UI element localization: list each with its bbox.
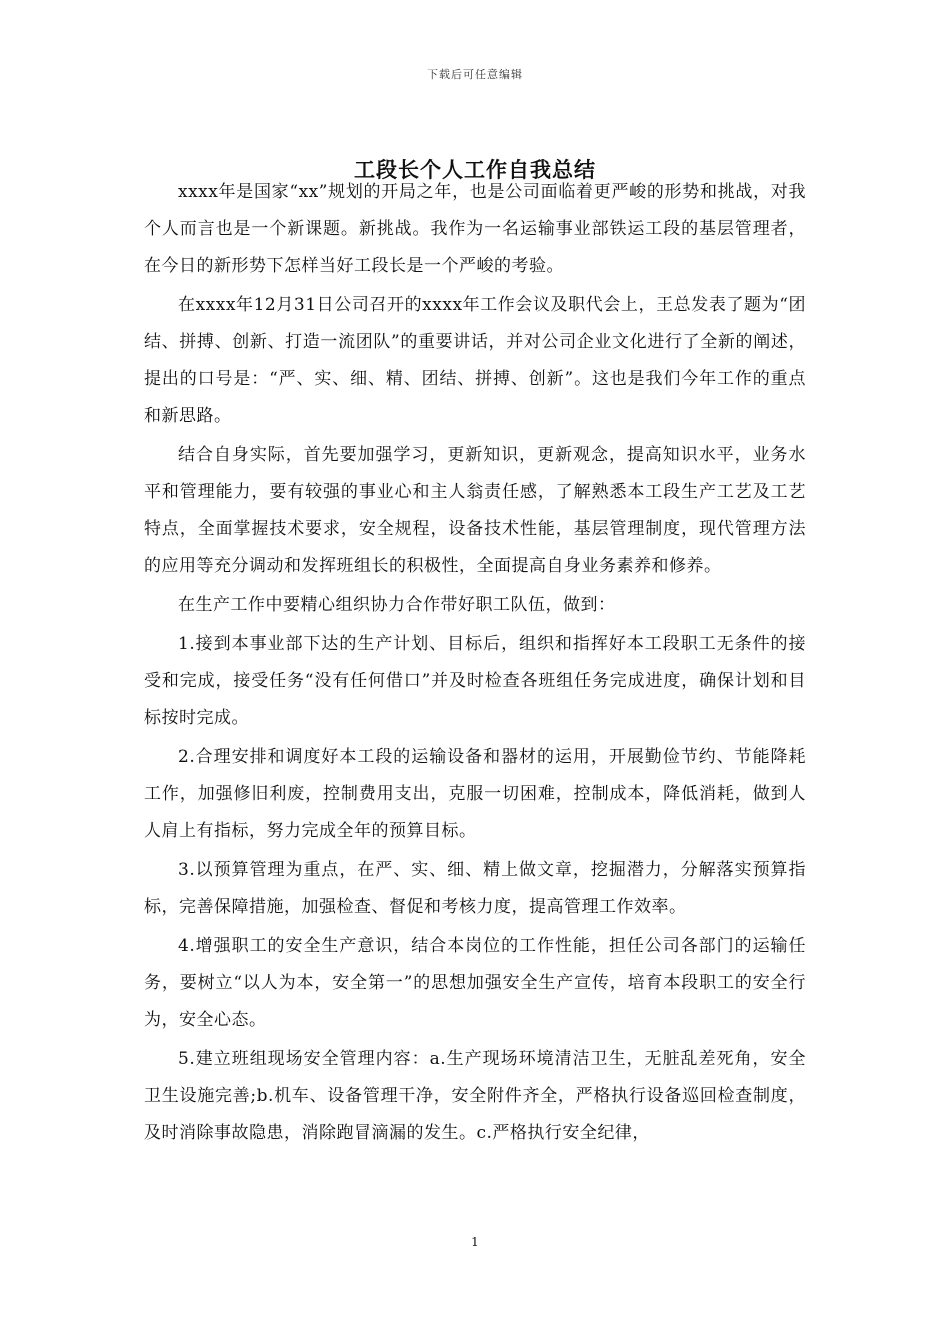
header-note: 下载后可任意编辑: [427, 68, 523, 81]
document-body: [144, 174, 806, 1154]
paragraph: 在xxxx年12月31日公司召开的xxxx年工作会议及职代会上，王总发表了题为“团结、拼搏、创新、打造一流团队”的重要讲话，并对公司企业文化进行了全新的阐述，提出的口号是：“严、实、细、精、团结、拼搏、创新”。这也是我们今年工作的重点和新思路。: [144, 295, 806, 426]
document-title: 工段长个人工作自我总结: [354, 157, 596, 182]
list-item: 3.以预算管理为重点，在严、实、细、精上做文章，挖掘潜力，分解落实预算指标，完善保障措施，加强检查、督促和考核力度，提高管理工作效率。: [144, 860, 806, 917]
list-item: 2.合理安排和调度好本工段的运输设备和器材的运用，开展勤俭节约、节能降耗工作，加强修旧利废，控制费用支出，克服一切困难，控制成本，降低消耗，做到人人肩上有指标，努力完成全年的预算目标。: [144, 747, 806, 841]
paragraph: 在生产工作中要精心组织协力合作带好职工队伍，做到：: [178, 595, 616, 615]
paragraph: 结合自身实际，首先要加强学习，更新知识，更新观念，提高知识水平，业务水平和管理能力，要有较强的事业心和主人翁责任感，了解熟悉本工段生产工艺及工艺特点，全面掌握技术要求，安全规程，设备技术性能，基层管理制度，现代管理方法的应用等充分调动和发挥班组长的积极性，全面提高自身业务素养和修养。: [144, 445, 806, 576]
list-item: 5.建立班组现场安全管理内容：a.生产现场环境清洁卫生，无脏乱差死角，安全卫生设施完善;b.机车、设备管理干净，安全附件齐全，严格执行设备巡回检查制度，及时消除事故隐患，消除跑冒滴漏的发生。c.严格执行安全纪律，: [144, 1049, 806, 1143]
list-item: 4.增强职工的安全生产意识，结合本岗位的工作性能，担任公司各部门的运输任务，要树立“以人为本，安全第一”的思想加强安全生产宣传，培育本段职工的安全行为，安全心态。: [144, 936, 806, 1030]
paragraph: xxxx年是国家“xx”规划的开局之年，也是公司面临着更严峻的形势和挑战，对我个人而言也是一个新课题。新挑战。我作为一名运输事业部铁运工段的基层管理者，在今日的新形势下怎样当好工段长是一个严峻的考验。: [144, 182, 806, 276]
page-number: 1: [471, 1235, 479, 1249]
list-item: 1.接到本事业部下达的生产计划、目标后，组织和指挥好本工段职工无条件的接受和完成，接受任务“没有任何借口”并及时检查各班组任务完成进度，确保计划和目标按时完成。: [144, 634, 806, 728]
